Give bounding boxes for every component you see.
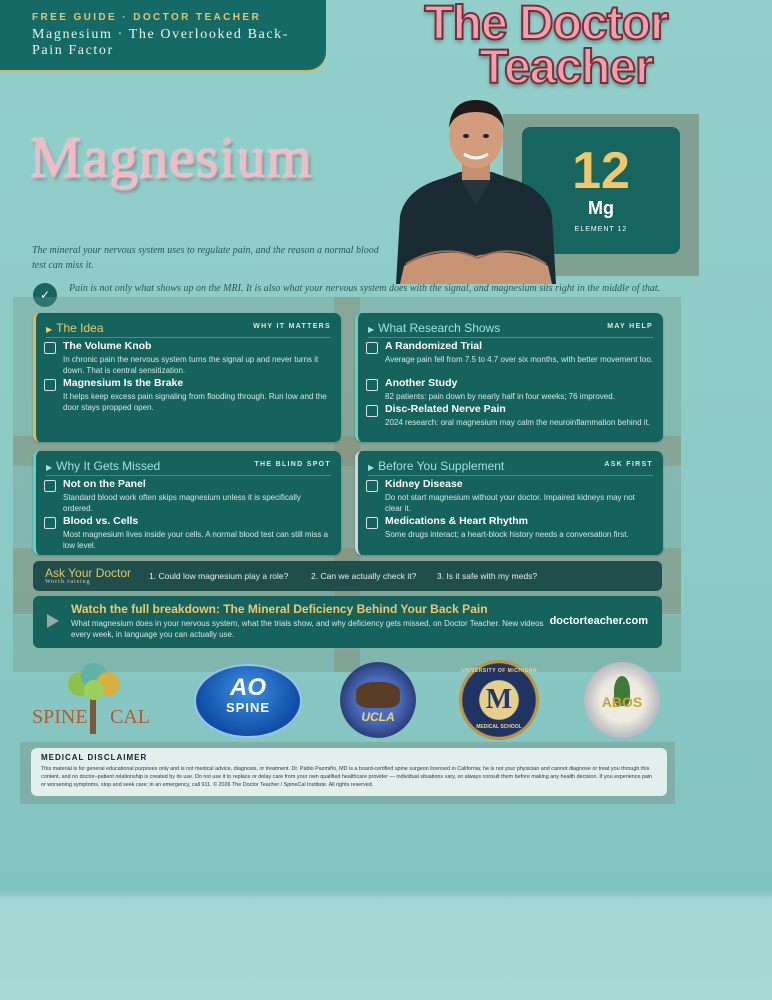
spinecal-logo xyxy=(32,662,154,740)
item-description: 2024 research: oral magnesium may calm the neuroinflammation behind it. xyxy=(385,418,651,427)
question-1: 1. Could low magnesium play a role? xyxy=(149,571,289,581)
checkbox[interactable] xyxy=(44,342,56,354)
card-title: Why It Gets Missed xyxy=(56,459,161,473)
watch-title: Watch the full breakdown: The Mineral Deficiency Behind Your Back Pain xyxy=(71,602,488,616)
hero-subtitle: The mineral your nervous system uses to regulate pain, and the reason a normal blood test can miss it. xyxy=(32,245,379,271)
play-icon[interactable] xyxy=(47,614,59,628)
medical-disclaimer xyxy=(31,748,667,796)
website-link[interactable]: doctorteacher.com xyxy=(549,615,648,627)
guide-title: Magnesium · The Overlooked Back-Pain Factor xyxy=(32,27,289,58)
item-heading: Another Study xyxy=(385,377,458,389)
ao-bottom: SPINE xyxy=(225,700,270,715)
checkbox[interactable] xyxy=(44,379,56,391)
item-heading: Blood vs. Cells xyxy=(63,515,139,527)
item-description: It helps keep excess pain signaling from flooding through. Run low and the door stays propped open. xyxy=(63,392,327,412)
element-number: 12 xyxy=(572,142,630,200)
card-why-it-gets-missed xyxy=(33,451,341,555)
item-heading: Not on the Panel xyxy=(63,478,146,490)
item-heading: A Randomized Trial xyxy=(385,340,483,352)
item-description: Most magnesium lives inside your cells. A normal blood test can still miss a low level. xyxy=(63,530,328,550)
watch-banner[interactable] xyxy=(33,596,662,648)
hero-title: Magnesium xyxy=(30,125,313,190)
card-before-you-supplement xyxy=(355,451,663,555)
checkbox[interactable] xyxy=(44,517,56,529)
abos-logo xyxy=(584,662,660,738)
card-the-idea xyxy=(33,313,341,442)
spinecal-right: CAL xyxy=(110,706,150,728)
card-tag: ASK FIRST xyxy=(604,461,653,468)
michigan-bottom: MEDICAL SCHOOL xyxy=(476,724,522,730)
disclaimer-body: This material is for general educational purposes only and is not medical advice, diagnosis, or treatment. Dr. Pablo Pazmiño, MD is a board-certified spine surgeon licensed in California; he is not your physician and cannot diagnose or treat you through this content, and no doctor–patient relationship is created by its use. Do not use it to replace or delay care from your own qualified healthcare provider — individual situations vary, so always consult them before making any health decision. If you experience pain or worsening symptoms, stop and seek care; in an emergency, call 911. © 2026 The Doctor Teacher / SpineCal Institute. All rights reserved. xyxy=(41,766,653,788)
ask-label: Ask Your Doctor xyxy=(45,566,132,580)
checkbox[interactable] xyxy=(366,517,378,529)
item-heading: Medications & Heart Rhythm xyxy=(385,515,528,527)
item-heading: Magnesium Is the Brake xyxy=(63,377,184,389)
card-what-research-shows xyxy=(355,313,663,442)
card-title: Before You Supplement xyxy=(378,459,505,473)
item-heading: Disc-Related Nerve Pain xyxy=(385,403,506,415)
brand-logo xyxy=(396,0,696,94)
item-description: Standard blood work often skips magnesium unless it is specifically ordered. xyxy=(63,493,301,513)
watch-description: What magnesium does in your nervous system, what the trials show, and why deficiency gets missed, on Doctor Teacher. New videos every week, in language you can actually use. xyxy=(71,619,544,639)
checkbox[interactable] xyxy=(366,480,378,492)
michigan-letter: M xyxy=(485,684,513,715)
question-2: 2. Can we actually check it? xyxy=(311,571,417,581)
element-symbol: Mg xyxy=(588,198,614,218)
card-tag: WHY IT MATTERS xyxy=(253,323,331,330)
checkbox[interactable] xyxy=(366,405,378,417)
doctor-portrait xyxy=(396,96,556,284)
disclaimer-heading: MEDICAL DISCLAIMER xyxy=(41,753,148,762)
michigan-logo xyxy=(459,660,539,740)
ask-sublabel: Worth raising xyxy=(45,579,91,585)
checkbox[interactable] xyxy=(366,379,378,391)
chevron-right-icon: ▶ xyxy=(368,463,375,472)
ucla-logo xyxy=(340,662,416,738)
spinecal-left: SPINE xyxy=(32,706,88,728)
item-description: 82 patients: pain down by nearly half in four weeks; 76 improved. xyxy=(385,392,615,401)
card-title: The Idea xyxy=(56,321,104,335)
element-label: ELEMENT 12 xyxy=(574,226,628,233)
guide-kicker: FREE GUIDE · DOCTOR TEACHER xyxy=(32,12,262,23)
card-title: What Research Shows xyxy=(378,321,501,335)
card-divider xyxy=(46,475,331,476)
brand-line-1: The Doctor xyxy=(424,0,668,50)
question-3: 3. Is it safe with my meds? xyxy=(437,571,538,581)
chevron-right-icon: ▶ xyxy=(46,463,53,472)
card-tag: THE BLIND SPOT xyxy=(254,461,331,468)
item-heading: The Volume Knob xyxy=(63,340,152,352)
checkbox[interactable] xyxy=(366,342,378,354)
ucla-text: UCLA xyxy=(361,710,395,724)
ao-top: AO xyxy=(230,674,266,701)
card-divider xyxy=(46,337,331,338)
card-tag: MAY HELP xyxy=(607,323,653,330)
chevron-right-icon: ▶ xyxy=(46,325,53,334)
item-description: Some drugs interact; a heart-block history needs a conversation first. xyxy=(385,530,629,539)
guide-header xyxy=(0,0,326,70)
item-heading: Kidney Disease xyxy=(385,478,463,490)
card-divider xyxy=(368,475,653,476)
chevron-right-icon: ▶ xyxy=(368,325,375,334)
check-icon: ✓ xyxy=(33,283,57,307)
abos-text: ABOS xyxy=(601,694,643,710)
callout-text: Pain is not only what shows up on the MRI. It is also what your nervous system does with the signal, and magnesium sits right in the middle of that. xyxy=(69,283,661,294)
bear-icon xyxy=(356,682,400,708)
ao-spine-logo xyxy=(194,664,302,738)
item-description: Average pain fell from 7.5 to 4.7 over six months, with better movement too. xyxy=(385,355,653,364)
ask-your-doctor-bar xyxy=(33,561,662,591)
michigan-ring: UNIVERSITY OF MICHIGAN xyxy=(461,668,537,674)
checkbox[interactable] xyxy=(44,480,56,492)
item-description: In chronic pain the nervous system turns the signal up and never turns it down. That is central sensitization. xyxy=(63,355,319,375)
card-divider xyxy=(368,337,653,338)
brand-line-2: Teacher xyxy=(479,41,653,94)
item-description: Do not start magnesium without your doctor. Impaired kidneys may not clear it. xyxy=(385,493,635,513)
